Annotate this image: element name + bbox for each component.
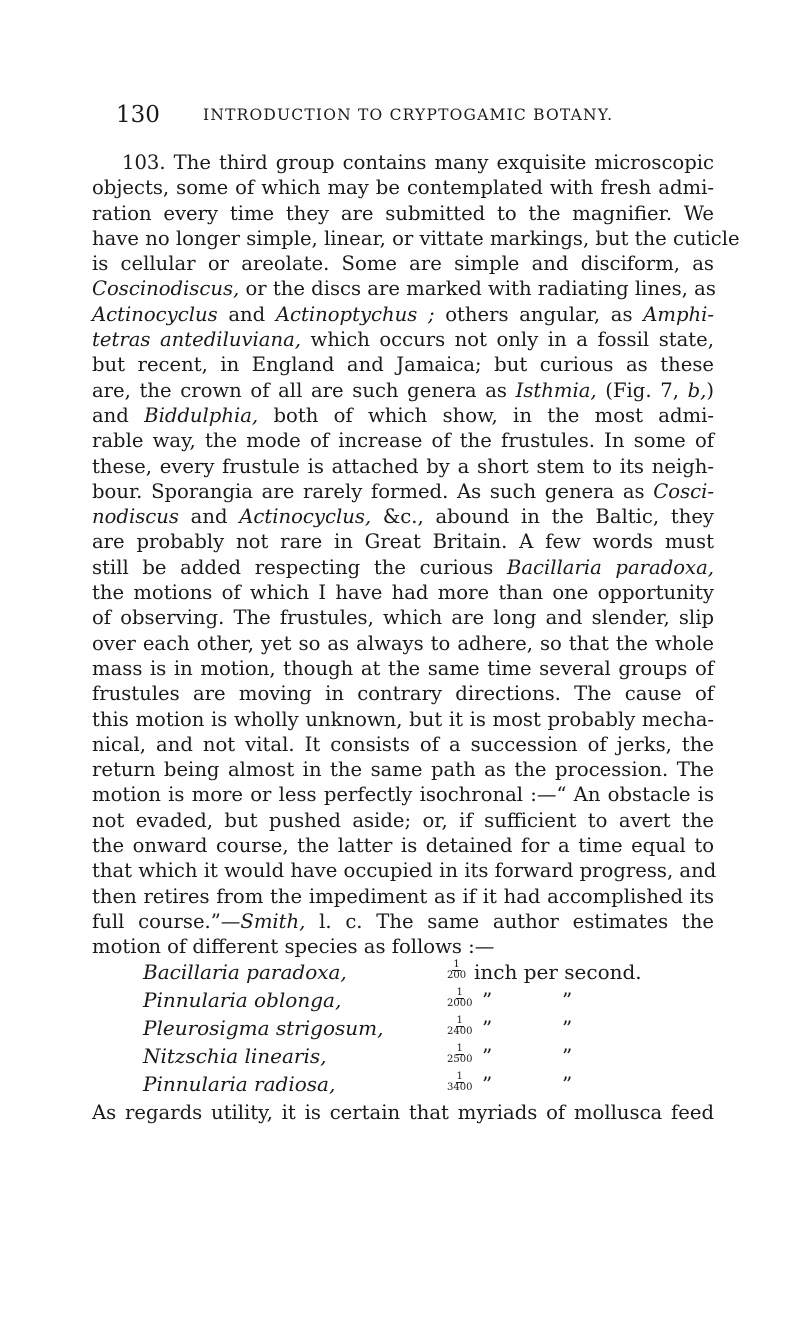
ditto-mark: ” <box>562 1071 573 1096</box>
motion-rate-list <box>92 960 714 1100</box>
text-line <box>92 580 714 605</box>
text-run: bour. Sporangia are rarely formed. As such genera as <box>92 479 654 503</box>
ditto-mark: ” <box>482 1015 493 1040</box>
italic-term: Biddulphia, <box>144 403 259 427</box>
species-name: Pleurosigma strigosum, <box>143 1015 384 1040</box>
text-run: frustules are moving in contrary directions. The cause of <box>92 682 714 706</box>
text-run: motion is more or less perfectly isochronal :—“ An obstacle is <box>92 783 714 807</box>
running-title: INTRODUCTION TO CRYPTOGAMIC BOTANY. <box>203 106 614 124</box>
rate-fraction <box>447 1044 472 1065</box>
text-line <box>92 631 714 656</box>
ditto-mark: ” <box>482 987 493 1012</box>
rate-row <box>92 988 714 1016</box>
fraction-numerator: 1 <box>453 958 460 970</box>
text-line <box>92 529 714 554</box>
italic-term: tetras antediluviana, <box>92 328 302 352</box>
text-line <box>92 808 714 833</box>
species-name: Pinnularia oblonga, <box>143 987 342 1012</box>
text-line <box>92 276 714 301</box>
rate-fraction <box>447 1016 472 1037</box>
text-line <box>92 150 714 175</box>
italic-term: b, <box>687 378 707 402</box>
text-line <box>92 656 714 681</box>
text-line <box>92 479 714 504</box>
text-line <box>92 681 714 706</box>
text-run: but recent, in England and Jamaica; but curious as these <box>92 353 714 377</box>
text-line <box>92 327 714 352</box>
text-run: (Fig. 7, <box>596 378 688 402</box>
text-line <box>92 226 740 251</box>
text-run: these, every frustule is attached by a short stem to its neigh- <box>92 454 714 478</box>
text-line <box>92 504 714 529</box>
text-run: others angular, as <box>434 302 644 326</box>
italic-term: Isthmia, <box>515 378 597 402</box>
text-run: &c., abound in the Baltic, they <box>371 505 714 529</box>
text-run: which occurs not only in a fossil state, <box>301 328 714 352</box>
text-run: or the discs are marked with radiating lines, as <box>239 277 716 301</box>
italic-term: Actinoptychus ; <box>275 302 435 326</box>
text-run: ration every time they are submitted to the magnifier. We <box>92 201 714 225</box>
page-header <box>116 102 716 134</box>
text-line <box>92 378 714 403</box>
rate-row <box>92 960 714 988</box>
text-line <box>92 858 717 883</box>
rate-unit: inch per second. <box>474 959 642 984</box>
text-line <box>92 782 714 807</box>
fraction-denominator: 2500 <box>447 1053 473 1065</box>
fraction-denominator: 2000 <box>447 997 473 1009</box>
rate-row <box>92 1044 714 1072</box>
text-line <box>92 175 714 200</box>
body-text <box>92 150 740 1125</box>
rate-fraction <box>447 1072 472 1093</box>
text-run: the onward course, the latter is detained for a time equal to <box>92 834 714 858</box>
ditto-mark: ” <box>562 987 573 1012</box>
text-run: l. c. The same author estimates the <box>305 909 714 933</box>
rate-row <box>92 1072 714 1100</box>
text-run: rable way, the mode of increase of the frustules. In some of <box>92 429 714 453</box>
text-run: and <box>92 403 145 427</box>
text-run: over each other, yet so as always to adhere, so that the whole <box>92 631 714 655</box>
italic-term: Coscinodiscus, <box>92 277 240 301</box>
rate-fraction <box>447 988 472 1009</box>
page-number: 130 <box>116 102 160 128</box>
text-line <box>92 403 714 428</box>
fraction-denominator: 3400 <box>447 1081 473 1093</box>
text-line <box>92 555 714 580</box>
text-run: and <box>178 505 240 529</box>
text-run: motion of different species as follows :— <box>92 935 495 959</box>
text-run: this motion is wholly unknown, but it is most probably mecha- <box>92 707 714 731</box>
text-run: not evaded, but pushed aside; or, if sufficient to avert the <box>92 808 714 832</box>
fraction-numerator: 1 <box>456 1042 463 1054</box>
fraction-denominator: 2400 <box>447 1025 473 1037</box>
text-line <box>92 757 714 782</box>
text-run: that which it would have occupied in its forward progress, and <box>92 859 717 883</box>
text-run: objects, some of which may be contemplated with fresh admi- <box>92 176 714 200</box>
text-line <box>92 302 714 327</box>
species-name: Bacillaria paradoxa, <box>143 959 347 984</box>
italic-term: Actinocyclus <box>92 302 218 326</box>
ditto-mark: ” <box>562 1015 573 1040</box>
text-line <box>92 454 714 479</box>
text-run: are, the crown of all are such genera as <box>92 378 516 402</box>
italic-term: nodiscus <box>92 505 179 529</box>
text-run: nical, and not vital. It consists of a succession of jerks, the <box>92 732 714 756</box>
ditto-mark: ” <box>482 1071 493 1096</box>
text-line <box>92 732 714 757</box>
text-run: still be added respecting the curious <box>92 555 507 579</box>
italic-term: Amphi- <box>643 302 714 326</box>
fraction-numerator: 1 <box>456 986 463 998</box>
text-run: are probably not rare in Great Britain. A few words must <box>92 530 714 554</box>
text-line <box>92 352 714 377</box>
rate-row <box>92 1016 714 1044</box>
text-run: both of which show, in the most admi- <box>258 403 714 427</box>
italic-term: Bacillaria paradoxa, <box>506 555 714 579</box>
text-run: and <box>217 302 276 326</box>
text-run: mass is in motion, though at the same time several groups of <box>92 656 714 680</box>
text-line <box>92 833 714 858</box>
paragraph-103 <box>92 150 740 960</box>
text-line <box>92 428 714 453</box>
text-run: have no longer simple, linear, or vittate markings, but the cuticle <box>92 226 740 250</box>
text-run: 103. The third group contains many exquisite microscopic <box>122 151 714 174</box>
fraction-denominator: 200 <box>447 969 467 981</box>
text-line <box>92 605 714 630</box>
text-line <box>92 909 714 934</box>
species-name: Pinnularia radiosa, <box>143 1071 336 1096</box>
text-run: full course.”— <box>92 909 241 933</box>
text-run: ) <box>706 378 714 402</box>
species-name: Nitzschia linearis, <box>143 1043 327 1068</box>
text-line <box>92 934 714 959</box>
ditto-mark: ” <box>562 1043 573 1068</box>
closing-line: As regards utility, it is certain that myriads of mollusca feed <box>92 1100 714 1124</box>
fraction-numerator: 1 <box>456 1070 463 1082</box>
italic-term: Smith, <box>240 909 306 933</box>
text-run: the motions of which I have had more than one opportunity <box>92 581 714 605</box>
text-line <box>92 201 714 226</box>
fraction-numerator: 1 <box>456 1014 463 1026</box>
text-line <box>92 251 714 276</box>
text-run: of observing. The frustules, which are long and slender, slip <box>92 606 714 630</box>
rate-fraction <box>447 960 466 981</box>
text-line <box>92 707 714 732</box>
ditto-mark: ” <box>482 1043 493 1068</box>
text-line <box>92 884 714 909</box>
text-run: return being almost in the same path as the procession. The <box>92 758 714 782</box>
text-run: then retires from the impediment as if it had accomplished its <box>92 884 714 908</box>
italic-term: Actinocyclus, <box>239 505 372 529</box>
text-run: is cellular or areolate. Some are simple and disciform, as <box>92 252 714 276</box>
italic-term: Cosci- <box>653 479 714 503</box>
